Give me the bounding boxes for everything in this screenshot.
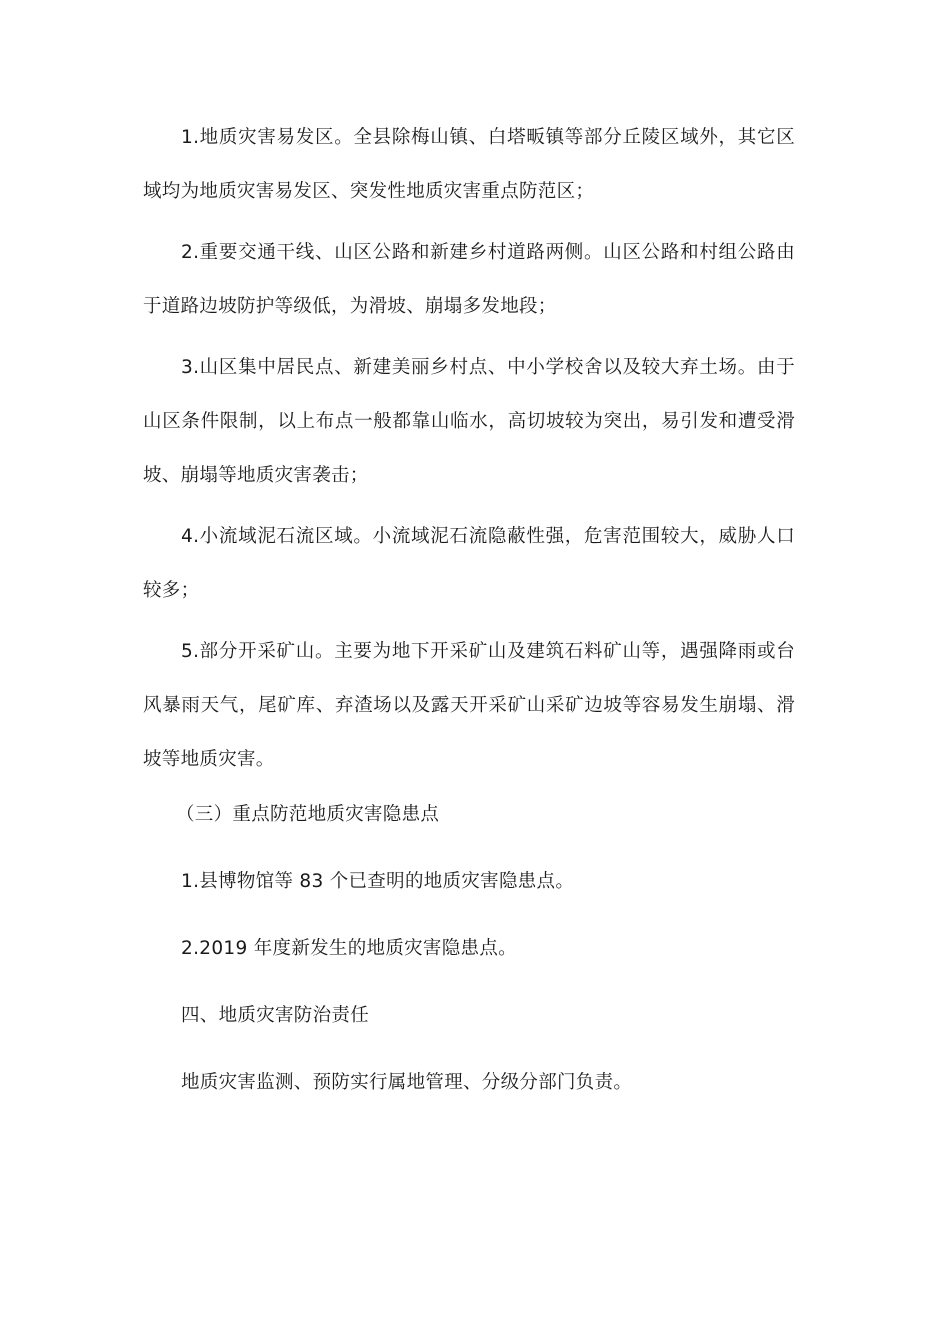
closing-paragraph: 地质灾害监测、预防实行属地管理、分级分部门负责。 (181, 1072, 633, 1093)
paragraph-mining: 5.部分开采矿山。主要为地下开采矿山及建筑石料矿山等，遇强降雨或台风暴雨天气，尾矿库、弃渣场以及露天开采矿山采矿边坡等容易发生崩塌、滑坡等地质灾害。 (143, 641, 795, 770)
paragraph-mountain-settlements: 3.山区集中居民点、新建美丽乡村点、中小学校舍以及较大弃土场。由于山区条件限制，以上布点一般都靠山临水，高切坡较为突出，易引发和遭受滑坡、崩塌等地质灾害袭击； (143, 357, 795, 486)
section-heading-4: 四、地质灾害防治责任 (181, 1005, 370, 1026)
paragraph-geohazard-prone-area: 1.地质灾害易发区。全县除梅山镇、白塔畈镇等部分丘陵区域外，其它区域均为地质灾害易发区、突发性地质灾害重点防范区； (143, 127, 795, 202)
section-heading-3: （三）重点防范地质灾害隐患点 (176, 804, 440, 825)
paragraph-traffic-roads: 2.重要交通干线、山区公路和新建乡村道路两侧。山区公路和村组公路由于道路边坡防护等级低，为滑坡、崩塌多发地段； (143, 242, 795, 317)
paragraph-debris-flow: 4.小流域泥石流区域。小流域泥石流隐蔽性强，危害范围较大，威胁人口较多； (143, 526, 795, 601)
list-item-hazard-points: 1.县博物馆等 83 个已查明的地质灾害隐患点。 (181, 871, 575, 892)
list-item-new-hazards: 2.2019 年度新发生的地质灾害隐患点。 (181, 938, 517, 959)
